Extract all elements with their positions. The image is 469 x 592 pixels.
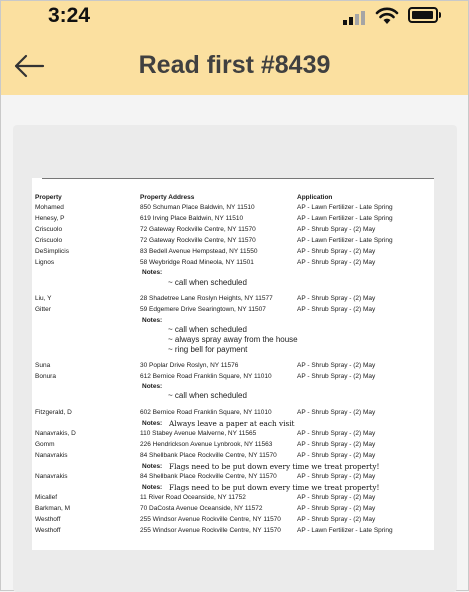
row-property: Barkman, M — [35, 505, 71, 512]
row-application: AP - Shrub Spray - (2) May — [297, 362, 376, 369]
row-address: 612 Bernice Road Franklin Square, NY 11010 — [140, 373, 272, 380]
row-application: AP - Shrub Spray - (2) May — [297, 452, 376, 459]
document-page — [32, 178, 434, 550]
row-property: Gomm — [35, 441, 55, 448]
row-application: AP - Shrub Spray - (2) May — [297, 473, 376, 480]
row-property: Nanavrakis — [35, 452, 68, 459]
row-application: AP - Lawn Fertilizer - Late Spring — [297, 215, 393, 222]
row-property: Westhoff — [35, 516, 61, 523]
row-address: 58 Weybridge Road Mineola, NY 11501 — [140, 259, 254, 266]
row-property: Fitzgerald, D — [35, 409, 72, 416]
row-property: Nanavrakis, D — [35, 430, 76, 437]
row-application: AP - Shrub Spray - (2) May — [297, 516, 376, 523]
table-row — [32, 295, 434, 305]
row-application: AP - Shrub Spray - (2) May — [297, 226, 376, 233]
wifi-icon — [375, 7, 399, 25]
signal-icon — [343, 11, 365, 25]
row-application: AP - Shrub Spray - (2) May — [297, 373, 376, 380]
table-row — [32, 473, 434, 483]
table-row — [32, 248, 434, 258]
row-address: 84 Shellbank Place Rockville Centre, NY 11570 — [140, 473, 277, 480]
note-line: ~ call when scheduled — [168, 325, 247, 334]
row-application: AP - Shrub Spray - (2) May — [297, 505, 376, 512]
row-address: 110 Stabey Avenue Malverne, NY 11565 — [140, 430, 257, 437]
table-row — [32, 505, 434, 515]
row-property: Nanavrakis — [35, 473, 68, 480]
row-address: 30 Poplar Drive Roslyn, NY 11576 — [140, 362, 239, 369]
table-row — [32, 215, 434, 225]
row-property: Henesy, P — [35, 215, 65, 222]
col-property: Property — [35, 194, 62, 201]
row-address: 226 Hendrickson Avenue Lynbrook, NY 11563 — [140, 441, 273, 448]
table-row — [32, 362, 434, 372]
status-icons — [343, 7, 438, 25]
notes-label: Notes: — [142, 383, 163, 390]
notes-label: Notes: — [142, 463, 163, 470]
row-application: AP - Shrub Spray - (2) May — [297, 295, 376, 302]
row-property: Bonura — [35, 373, 56, 380]
row-property: Criscuolo — [35, 237, 63, 244]
note-line: ~ always spray away from the house — [168, 335, 298, 344]
row-address: 83 Bedell Avenue Hempstead, NY 11550 — [140, 248, 258, 255]
row-address: 70 DaCosta Avenue Oceanside, NY 11572 — [140, 505, 263, 512]
note-handwritten: Flags need to be put down every time we treat property! — [169, 462, 380, 471]
row-address: 619 Irving Place Baldwin, NY 11510 — [140, 215, 244, 222]
note-line: ~ call when scheduled — [168, 391, 247, 400]
row-property: Criscuolo — [35, 226, 63, 233]
row-application: AP - Shrub Spray - (2) May — [297, 441, 376, 448]
note-line: ~ ring bell for payment — [168, 345, 248, 354]
table-row — [32, 259, 434, 269]
row-property: Gitter — [35, 306, 51, 313]
row-application: AP - Shrub Spray - (2) May — [297, 248, 376, 255]
notes-label: Notes: — [142, 484, 163, 491]
table-row — [32, 452, 434, 462]
row-property: Micallef — [35, 494, 58, 501]
row-address: 28 Shadetree Lane Roslyn Heights, NY 11577 — [140, 295, 273, 302]
table-row — [32, 373, 434, 383]
row-address: 850 Schuman Place Baldwin, NY 11510 — [140, 204, 255, 211]
row-property: Lignos — [35, 259, 55, 266]
table-row — [32, 527, 434, 537]
table-row — [32, 516, 434, 526]
table-row — [32, 441, 434, 451]
note-handwritten: Flags need to be put down every time we treat property! — [169, 483, 380, 492]
table-header — [32, 194, 434, 204]
row-address: 255 Windsor Avenue Rockville Centre, NY 11570 — [140, 516, 281, 523]
notes-label: Notes: — [142, 269, 163, 276]
battery-icon — [408, 7, 438, 23]
table-row — [32, 306, 434, 316]
row-address: 84 Shellbank Place Rockville Centre, NY 11570 — [140, 452, 277, 459]
notes-label: Notes: — [142, 317, 163, 324]
row-property: Mohamed — [35, 204, 64, 211]
table-row — [32, 226, 434, 236]
row-address: 11 River Road Oceanside, NY 11752 — [140, 494, 246, 501]
status-time: 3:24 — [48, 4, 91, 27]
row-address: 72 Gateway Rockville Centre, NY 11570 — [140, 237, 256, 244]
row-address: 72 Gateway Rockville Centre, NY 11570 — [140, 226, 256, 233]
row-application: AP - Lawn Fertilizer - Late Spring — [297, 237, 393, 244]
page-top-rule — [42, 178, 434, 179]
table-row — [32, 494, 434, 504]
row-application: AP - Shrub Spray - (2) May — [297, 494, 376, 501]
table-row — [32, 237, 434, 247]
notes-label: Notes: — [142, 420, 163, 427]
row-address: 59 Edgemere Drive Searingtown, NY 11507 — [140, 306, 266, 313]
table-row — [32, 204, 434, 214]
note-line: ~ call when scheduled — [168, 278, 247, 287]
row-address: 602 Bernice Road Franklin Square, NY 11010 — [140, 409, 272, 416]
row-application: AP - Shrub Spray - (2) May — [297, 409, 376, 416]
row-application: AP - Shrub Spray - (2) May — [297, 259, 376, 266]
row-property: Suna — [35, 362, 51, 369]
table-row — [32, 430, 434, 440]
row-application: AP - Shrub Spray - (2) May — [297, 430, 376, 437]
row-application: AP - Lawn Fertilizer - Late Spring — [297, 204, 393, 211]
row-application: AP - Shrub Spray - (2) May — [297, 306, 376, 313]
row-application: AP - Lawn Fertilizer - Late Spring — [297, 527, 393, 534]
row-address: 255 Windsor Avenue Rockville Centre, NY 11570 — [140, 527, 281, 534]
col-application: Application — [297, 194, 333, 201]
app-header — [1, 1, 468, 95]
col-address: Property Address — [140, 194, 195, 201]
row-property: Westhoff — [35, 527, 61, 534]
table-row — [32, 409, 434, 419]
row-property: Liu, Y — [35, 295, 52, 302]
page-title: Read first #8439 — [138, 51, 331, 79]
row-property: DeSimplicis — [35, 248, 69, 255]
note-handwritten: Always leave a paper at each visit — [169, 419, 295, 428]
